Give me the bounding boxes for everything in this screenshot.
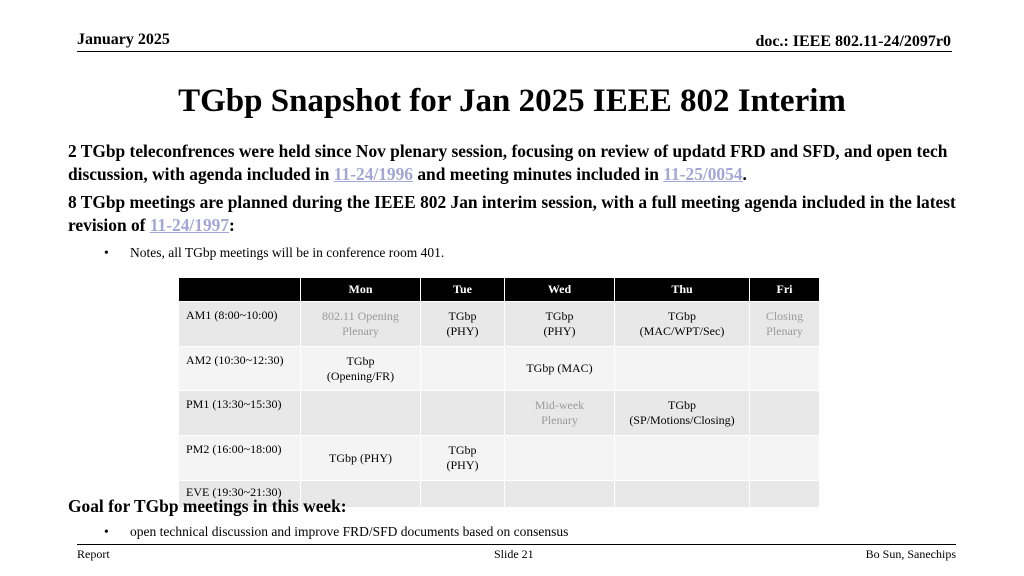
slide-number: Slide 21 <box>494 547 534 561</box>
teleconference-paragraph <box>68 140 968 186</box>
table-row <box>179 436 820 481</box>
cell-line: (PHY) <box>543 324 576 338</box>
full-agenda-link[interactable]: 11-24/1997 <box>149 215 230 235</box>
para1-text-b: and meeting minutes included in <box>413 164 664 184</box>
meetings-paragraph <box>68 191 968 237</box>
table-cell <box>750 302 820 347</box>
table-cell: TGbp (MAC) <box>505 347 615 391</box>
cell-line: 802.11 Opening <box>322 309 399 323</box>
table-row <box>179 347 820 391</box>
table-row <box>179 391 820 436</box>
para1-text-c: . <box>742 164 747 184</box>
table-cell <box>301 302 421 347</box>
goal-text: open technical discussion and improve FRD/SFD documents based on consensus <box>130 524 569 539</box>
slide-title: TGbp Snapshot for Jan 2025 IEEE 802 Interim <box>178 83 846 119</box>
bullet-dot: • <box>104 245 109 260</box>
slot-label: PM1 (13:30~15:30) <box>179 391 301 436</box>
table-cell <box>615 481 750 508</box>
slot-label: AM1 (8:00~10:00) <box>179 302 301 347</box>
table-cell <box>301 347 421 391</box>
footer-report: Report <box>77 547 110 561</box>
cell-line: TGbp <box>668 398 696 412</box>
cell-line: (Opening/FR) <box>326 368 395 383</box>
schedule-table <box>178 277 820 508</box>
header-divider <box>77 51 952 52</box>
cell-line: Plenary <box>342 324 379 338</box>
notes-text: Notes, all TGbp meetings will be in conference room 401. <box>130 245 445 260</box>
cell-line: TGbp <box>448 443 477 457</box>
table-cell <box>421 302 505 347</box>
header-date: January 2025 <box>77 31 170 48</box>
table-cell <box>421 347 505 391</box>
table-cell <box>615 347 750 391</box>
cell-line: (PHY) <box>446 458 479 472</box>
table-cell <box>750 481 820 508</box>
footer-author: Bo Sun, Sanechips <box>865 547 956 561</box>
table-cell <box>615 302 750 347</box>
day-header: Tue <box>421 278 505 302</box>
header-doc-id: doc.: IEEE 802.11-24/2097r0 <box>755 33 951 50</box>
table-cell <box>615 436 750 481</box>
slot-label: PM2 (16:00~18:00) <box>179 436 301 481</box>
corner-cell <box>179 278 301 302</box>
day-header: Mon <box>301 278 421 302</box>
footer-divider <box>77 544 956 545</box>
table-cell <box>615 391 750 436</box>
table-cell <box>421 481 505 508</box>
table-cell <box>505 481 615 508</box>
cell-line: TGbp <box>448 309 477 323</box>
table-cell <box>505 391 615 436</box>
slot-label: EVE (19:30~21:30) <box>179 481 301 508</box>
cell-line: Closing <box>765 309 804 323</box>
table-cell: TGbp (PHY) <box>301 436 421 481</box>
day-header: Thu <box>615 278 750 302</box>
para2-text-a: 8 TGbp meetings are planned during the IEEE 802 Jan interim session, with a full meeting agenda included in the latest revision of <box>68 192 956 235</box>
cell-line: (SP/Motions/Closing) <box>629 413 735 427</box>
cell-line: Plenary <box>541 413 578 427</box>
table-cell <box>750 391 820 436</box>
table-header-row <box>179 278 820 302</box>
table-cell <box>301 391 421 436</box>
table-cell <box>421 391 505 436</box>
slot-label: AM2 (10:30~12:30) <box>179 347 301 391</box>
table-cell <box>505 302 615 347</box>
day-header: Wed <box>505 278 615 302</box>
cell-line: TGbp <box>545 309 574 323</box>
cell-line: Plenary <box>766 324 803 338</box>
table-cell <box>505 436 615 481</box>
table-cell <box>421 436 505 481</box>
para1-text-a: 2 TGbp teleconfrences were held since Nov plenary session, focusing on review of updatd FRD and SFD, and open tech discussion, with agenda included in <box>68 141 948 184</box>
bullet-dot: • <box>104 524 109 539</box>
table-row <box>179 302 820 347</box>
table-cell <box>750 347 820 391</box>
cell-line: TGbp <box>668 309 696 323</box>
cell-line: TGbp <box>346 353 375 368</box>
cell-line: (MAC/WPT/Sec) <box>639 324 725 338</box>
cell-line: (PHY) <box>446 324 479 338</box>
goal-heading: Goal for TGbp meetings in this week: <box>68 496 347 516</box>
table-cell <box>750 436 820 481</box>
minutes-link[interactable]: 11-25/0054 <box>663 164 743 184</box>
cell-line: Mid-week <box>534 398 585 412</box>
agenda-link[interactable]: 11-24/1996 <box>333 164 414 184</box>
day-header: Fri <box>750 278 820 302</box>
para2-text-b: : <box>229 215 235 235</box>
